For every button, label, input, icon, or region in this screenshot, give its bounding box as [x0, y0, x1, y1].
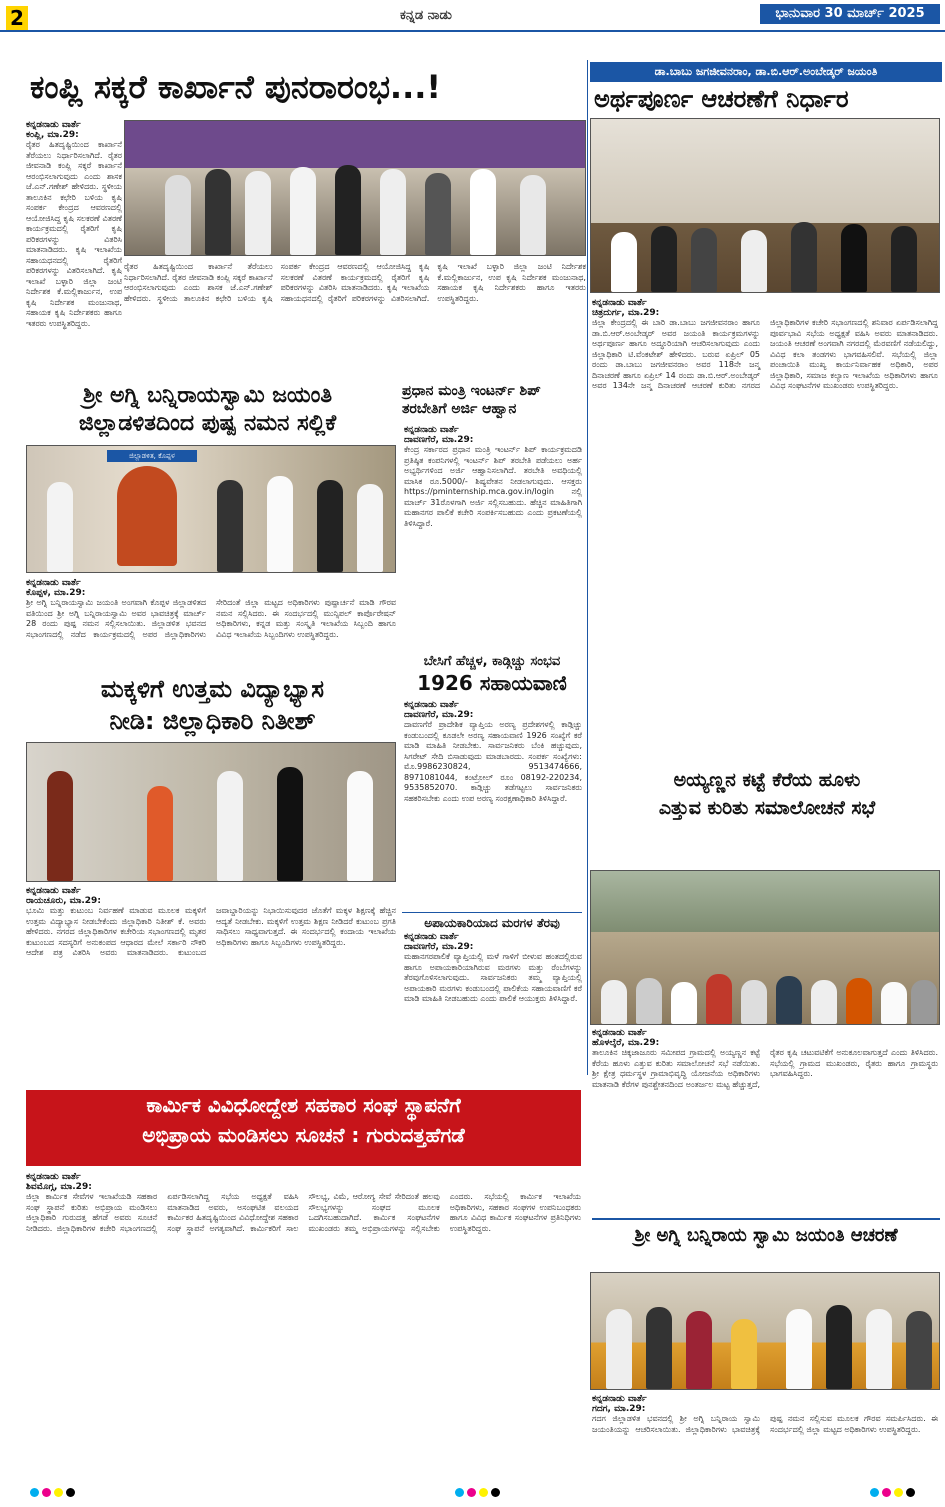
story4-headline-2: 1926 ಸಹಾಯವಾಣಿ [417, 671, 567, 695]
story-right2-dateline: ಹೊಳಲ್ಕೆರೆ, ಮಾ.29: [592, 1038, 660, 1048]
story4-text [404, 700, 582, 910]
story-right3-text [592, 1394, 938, 1480]
story4-headline-1: ಬೇಸಿಗೆ ಹೆಚ್ಚಳ, ಕಾಡ್ಗಿಚ್ಚು ಸಂಭವ [423, 654, 561, 669]
story1-text-col1 [26, 120, 122, 375]
story-right3-body: ಗದಗ ಜಿಲ್ಲಾಡಳಿತ ಭವನದಲ್ಲಿ ಶ್ರೀ ಅಗ್ನಿ ಬನ್ನಿರಾಯ ಸ್ವಾಮಿ ಜಯಂತಿಯನ್ನು ಆಚರಿಸಲಾಯಿತು. ಜಿಲ್ಲಾಧಿಕಾರಿಗಳು ಭಾವಚಿತ್ರಕ್ಕೆ ಪುಷ್ಪ ನಮನ ಸಲ್ಲಿಸುವ ಮೂಲಕ ಗೌರವ ಸಮರ್ಪಿಸಿದರು. ಈ ಸಂದರ್ಭದಲ್ಲಿ ಜಿಲ್ಲಾ ಮಟ್ಟದ ಅಧಿಕಾರಿಗಳು ಉಪಸ್ಥಿತರಿದ್ದರು. [592, 1414, 938, 1434]
story-right1-text [592, 298, 938, 878]
story1-headline: ಕಂಪ್ಲಿ ಸಕ್ಕರೆ ಕಾರ್ಖಾನೆ ಪುನರಾರಂಭ...! [30, 68, 441, 106]
page-number: 2 [6, 6, 28, 30]
story-right1-byline: ಕನ್ನಡನಾಡು ವಾರ್ತೆ [592, 298, 647, 308]
story2-body: ಶ್ರೀ ಅಗ್ನಿ ಬನ್ನಿರಾಯಸ್ವಾಮಿ ಜಯಂತಿ ಅಂಗವಾಗಿ ಕೊಪ್ಪಳ ಜಿಲ್ಲಾಡಳಿತದ ವತಿಯಿಂದ ಶ್ರೀ ಅಗ್ನಿ ಬನ್ನಿರಾಯಸ್ವಾಮಿ ಅವರ ಭಾವಚಿತ್ರಕ್ಕೆ ಮಾರ್ಚ್ 28 ರಂದು ಪುಷ್ಪ ನಮನ ಸಲ್ಲಿಸಲಾಯಿತು. ಜಿಲ್ಲಾಡಳಿತ ಭವನದ ಸಭಾಂಗಣದಲ್ಲಿ ನಡೆದ ಕಾರ್ಯಕ್ರಮದಲ್ಲಿ ಅಪರ ಜಿಲ್ಲಾಧಿಕಾರಿಗಳು ಸೇರಿದಂತೆ ಜಿಲ್ಲಾ ಮಟ್ಟದ ಅಧಿಕಾರಿಗಳು ಪುಷ್ಪಾರ್ಚನೆ ಮಾಡಿ ಗೌರವ ನಮನ ಸಲ್ಲಿಸಿದರು. ಈ ಸಂದರ್ಭದಲ್ಲಿ ಮುನ್ಸಿಪಲ್ ಕಾರ್ಪೊರೇಷನ್ ಅಧಿಕಾರಿಗಳು, ಕನ್ನಡ ಮತ್ತು ಸಂಸ್ಕೃತಿ ಇಲಾಖೆಯ ಸಿಬ್ಬಂದಿ ಹಾಗೂ ವಿವಿಧ ಇಲಾಖೆಯ ಸಿಬ್ಬಂದಿಗಳು ಉಪಸ್ಥಿತರಿದ್ದರು. [26, 598, 396, 639]
issue-date: ಭಾನುವಾರ 30 ಮಾರ್ಚ್ 2025 [760, 4, 940, 24]
registration-marks-left [30, 1482, 78, 1501]
story1-byline: ಕನ್ನಡನಾಡು ವಾರ್ತೆ [26, 120, 81, 130]
story7-headline-band [26, 1090, 581, 1166]
header-rule [0, 30, 945, 32]
story7-text [26, 1172, 581, 1482]
registration-marks-center [455, 1482, 503, 1501]
story-right2-byline: ಕನ್ನಡನಾಡು ವಾರ್ತೆ [592, 1028, 647, 1038]
story3-headline-2: ತರಬೇತಿಗೆ ಅರ್ಜಿ ಆಹ್ವಾನ [402, 401, 517, 417]
story7-body: ಜಿಲ್ಲಾ ಕಾರ್ಮಿಕ ಸೇವೆಗಳ ಇಲಾಖೆಯಡಿ ಸಹಕಾರ ಸಂಘ ಸ್ಥಾಪನೆ ಕುರಿತು ಅಭಿಪ್ರಾಯ ಮಂಡಿಸಲು ಜಿಲ್ಲಾಧಿಕಾರಿ ಗುರುದತ್ತ ಹೆಗಡೆ ಅವರು ಸೂಚನೆ ನೀಡಿದರು. ಜಿಲ್ಲಾಧಿಕಾರಿಗಳ ಕಚೇರಿ ಸಭಾಂಗಣದಲ್ಲಿ ಏರ್ಪಡಿಸಲಾಗಿದ್ದ ಸಭೆಯ ಅಧ್ಯಕ್ಷತೆ ವಹಿಸಿ ಮಾತನಾಡಿದ ಅವರು, ಅಸಂಘಟಿತ ವಲಯದ ಕಾರ್ಮಿಕರ ಹಿತದೃಷ್ಟಿಯಿಂದ ವಿವಿಧೋದ್ದೇಶ ಸಹಕಾರ ಸಂಘ ಸ್ಥಾಪನೆ ಅಗತ್ಯವಾಗಿದೆ. ಕಾರ್ಮಿಕರಿಗೆ ಸಾಲ ಸೌಲಭ್ಯ, ವಿಮೆ, ಆರೋಗ್ಯ ಸೇವೆ ಸೇರಿದಂತೆ ಹಲವು ಸೌಲಭ್ಯಗಳನ್ನು ಸಂಘದ ಮೂಲಕ ಒದಗಿಸಬಹುದಾಗಿದೆ. ಕಾರ್ಮಿಕ ಸಂಘಟನೆಗಳ ಮುಖಂಡರು ತಮ್ಮ ಅಭಿಪ್ರಾಯಗಳನ್ನು ಸಲ್ಲಿಸಬೇಕು ಎಂದರು. ಸಭೆಯಲ್ಲಿ ಕಾರ್ಮಿಕ ಇಲಾಖೆಯ ಅಧಿಕಾರಿಗಳು, ಸಹಕಾರ ಸಂಘಗಳ ಉಪನಿಬಂಧಕರು ಹಾಗೂ ವಿವಿಧ ಕಾರ್ಮಿಕ ಸಂಘಟನೆಗಳ ಪ್ರತಿನಿಧಿಗಳು ಉಪಸ್ಥಿತರಿದ್ದರು. [26, 1192, 581, 1233]
story-right3-photo [590, 1272, 940, 1390]
story-right3-headline: ಶ್ರೀ ಅಗ್ನಿ ಬನ್ನಿರಾಯ ಸ್ವಾಮಿ ಜಯಂತಿ ಆಚರಣೆ [592, 1218, 940, 1246]
story1-body-continued: ರೈತರ ಹಿತದೃಷ್ಟಿಯಿಂದ ಕಾರ್ಖಾನೆ ತೆರೆಯಲು ನಿರ್ಧಾರಿಸಲಾಗಿದೆ. ರೈತರ ಜೀವನಾಡಿ ಕಂಪ್ಲಿ ಸಕ್ಕರೆ ಕಾರ್ಖಾನೆ ಆರಂಭಿಸಲಾಗುವುದು ಎಂದು ಶಾಸಕ ಜೆ.ಎನ್.ಗಣೇಶ್ ಹೇಳಿದರು. ಸ್ಥಳೀಯ ತಾಲೂಕಿನ ಕಛೇರಿ ಬಳಿಯ ಕೃಷಿ ಸಂಪರ್ಕ ಕೇಂದ್ರದ ಆವರಣದಲ್ಲಿ ಆಯೋಜಿಸಿದ್ದ ಕೃಷಿ ಸಲಕರಣೆ ವಿತರಣೆ ಕಾರ್ಯಕ್ರಮದಲ್ಲಿ ರೈತರಿಗೆ ಕೃಷಿ ಪರಿಕರಗಳನ್ನು ವಿತರಿಸಿ ಮಾತನಾಡಿದರು. ಕೃಷಿ ಇಲಾಖೆಯ ಸಹಾಯಧನದಲ್ಲಿ ರೈತರಿಗೆ ಪರಿಕರಗಳನ್ನು ವಿತರಿಸಲಾಗಿದೆ. ಕೃಷಿ ಇಲಾಖೆ ಬಳ್ಳಾರಿ ಜಿಲ್ಲಾ ಜಂಟಿ ನಿರ್ದೇಶಕ ಕೆ.ಮಲ್ಲಿಕಾರ್ಜುನ, ಉಪ ಕೃಷಿ ನಿರ್ದೇಶಕ ಮಂಜುನಾಥ, ಸಹಾಯಕ ಕೃಷಿ ನಿರ್ದೇಶಕರು ಹಾಗೂ ಇತರರು ಉಪಸ್ಥಿತರಿದ್ದರು. [124, 262, 586, 303]
story5-body: ಮಹಾನಗರಪಾಲಿಕೆ ವ್ಯಾಪ್ತಿಯಲ್ಲಿ ಮಳೆ ಗಾಳಿಗೆ ಬೀಳುವ ಹಂತದಲ್ಲಿರುವ ಹಾಗೂ ಅಪಾಯಕಾರಿಯಾಗಿರುವ ಮರಗಳು ಮತ್ತು ರೆಂಬೆಗಳನ್ನು ತೆರವುಗೊಳಿಸಲಾಗುವುದು. ಸಾರ್ವಜನಿಕರು ತಮ್ಮ ವ್ಯಾಪ್ತಿಯಲ್ಲಿ ಅಪಾಯಕಾರಿ ಮರಗಳು ಕಂಡುಬಂದಲ್ಲಿ ಪಾಲಿಕೆಯ ಸಹಾಯವಾಣಿಗೆ ಕರೆ ಮಾಡಿ ಮಾಹಿತಿ ನೀಡಬಹುದು ಎಂದು ಪಾಲಿಕೆ ಆಯುಕ್ತರು ತಿಳಿಸಿದ್ದಾರೆ. [404, 952, 582, 1003]
story-right2-text [592, 1028, 938, 1198]
story2-headline-2: ಜಿಲ್ಲಾಡಳಿತದಿಂದ ಪುಷ್ಪ ನಮನ ಸಲ್ಲಿಕೆ [78, 411, 337, 436]
story-right1-dateline: ಚಿತ್ರದುರ್ಗ, ಮಾ.29: [592, 308, 660, 318]
story6-photo [26, 742, 396, 882]
story2-photo-banner: ಜಿಲ್ಲಾಡಳಿತ, ಕೊಪ್ಪಳ [107, 450, 197, 462]
story-right3-byline: ಕನ್ನಡನಾಡು ವಾರ್ತೆ [592, 1394, 647, 1404]
story-right3-dateline: ಗದಗ, ಮಾ.29: [592, 1404, 646, 1414]
story2-photo [26, 445, 396, 573]
story4-dateline: ದಾವಣಗೆರೆ, ಮಾ.29: [404, 710, 474, 720]
story6-body: ಭೂಮಿ ಮತ್ತು ಕುಟುಂಬ ನಿರ್ವಹಣೆ ಮಾಡುವ ಮೂಲಕ ಮಕ್ಕಳಿಗೆ ಉತ್ತಮ ವಿದ್ಯಾಭ್ಯಾಸ ನೀಡಬೇಕೆಂದು ಜಿಲ್ಲಾಧಿಕಾರಿ ನಿತೀಶ್ ಕೆ. ಅವರು ಹೇಳಿದರು. ನಗರದ ಜಿಲ್ಲಾಧಿಕಾರಿಗಳ ಕಚೇರಿಯ ಸಭಾಂಗಣದಲ್ಲಿ ಮೃತರ ಕುಟುಂಬದ ಸದಸ್ಯರಿಗೆ ಅನುಕಂಪದ ಆಧಾರದ ಮೇಲೆ ಸರ್ಕಾರಿ ನೌಕರಿ ಆದೇಶ ಪತ್ರ ವಿತರಿಸಿ ಅವರು ಮಾತನಾಡಿದರು. ಕುಟುಂಬದ ಜವಾಬ್ದಾರಿಯನ್ನು ನಿಭಾಯಿಸುವುದರ ಜೊತೆಗೆ ಮಕ್ಕಳ ಶಿಕ್ಷಣಕ್ಕೆ ಹೆಚ್ಚಿನ ಆದ್ಯತೆ ನೀಡಬೇಕು. ಮಕ್ಕಳಿಗೆ ಉತ್ತಮ ಶಿಕ್ಷಣ ನೀಡಿದರೆ ಕುಟುಂಬ ಪ್ರಗತಿ ಸಾಧಿಸಲು ಸಾಧ್ಯವಾಗುತ್ತದೆ. ಈ ಸಂದರ್ಭದಲ್ಲಿ ಕಂದಾಯ ಇಲಾಖೆಯ ಅಧಿಕಾರಿಗಳು ಹಾಗೂ ಸಿಬ್ಬಂದಿಗಳು ಉಪಸ್ಥಿತರಿದ್ದರು. [26, 906, 396, 957]
story4-body: ದಾವಣಗೆರೆ ಪ್ರಾದೇಶಿಕ ವ್ಯಾಪ್ತಿಯ ಅರಣ್ಯ ಪ್ರದೇಶಗಳಲ್ಲಿ ಕಾಡ್ಗಿಚ್ಚು ಕಂಡುಬಂದಲ್ಲಿ ಕೂಡಲೇ ಅರಣ್ಯ ಸಹಾಯವಾಣಿ 1926 ಸಂಖ್ಯೆಗೆ ಕರೆ ಮಾಡಿ ಮಾಹಿತಿ ನೀಡಬೇಕು. ಸಾರ್ವಜನಿಕರು ಬೆಂಕಿ ಹಚ್ಚುವುದು, ಸಿಗರೇಟ್ ಸೇದಿ ಬಿಸಾಡುವುದು ಮಾಡಬಾರದು. ಸಂಪರ್ಕ ಸಂಖ್ಯೆಗಳು: ಮೊ.9986230824, 9513474666, 8971081044, ಕಂಟ್ರೋಲ್ ರೂಂ 08192-220234, 9535852070. ಕಾಡ್ಗಿಚ್ಚು ತಡೆಗಟ್ಟಲು ಸಾರ್ವಜನಿಕರು ಸಹಕರಿಸಬೇಕು ಎಂದು ಉಪ ಅರಣ್ಯ ಸಂರಕ್ಷಣಾಧಿಕಾರಿ ತಿಳಿಸಿದ್ದಾರೆ. [404, 720, 582, 803]
story6-headline-2: ನೀಡಿ: ಜಿಲ್ಲಾಧಿಕಾರಿ ನಿತೀಶ್ [109, 707, 316, 735]
masthead: ಕನ್ನಡ ನಾಡು [400, 8, 452, 23]
story7-byline: ಕನ್ನಡನಾಡು ವಾರ್ತೆ [26, 1172, 81, 1182]
story2-headline-1: ಶ್ರೀ ಅಗ್ನಿ ಬನ್ನಿರಾಯಸ್ವಾಮಿ ಜಯಂತಿ [82, 383, 333, 408]
story5-byline: ಕನ್ನಡನಾಡು ವಾರ್ತೆ [404, 932, 459, 942]
story1-body: ರೈತರ ಹಿತದೃಷ್ಟಿಯಿಂದ ಕಾರ್ಖಾನೆ ತೆರೆಯಲು ನಿರ್ಧಾರಿಸಲಾಗಿದೆ. ರೈತರ ಜೀವನಾಡಿ ಕಂಪ್ಲಿ ಸಕ್ಕರೆ ಕಾರ್ಖಾನೆ ಆರಂಭಿಸಲಾಗುವುದು ಎಂದು ಶಾಸಕ ಜೆ.ಎನ್.ಗಣೇಶ್ ಹೇಳಿದರು. ಸ್ಥಳೀಯ ತಾಲೂಕಿನ ಕಛೇರಿ ಬಳಿಯ ಕೃಷಿ ಸಂಪರ್ಕ ಕೇಂದ್ರದ ಆವರಣದಲ್ಲಿ ಆಯೋಜಿಸಿದ್ದ ಕೃಷಿ ಸಲಕರಣೆ ವಿತರಣೆ ಕಾರ್ಯಕ್ರಮದಲ್ಲಿ ರೈತರಿಗೆ ಕೃಷಿ ಪರಿಕರಗಳನ್ನು ವಿತರಿಸಿ ಮಾತನಾಡಿದರು. ಕೃಷಿ ಇಲಾಖೆಯ ಸಹಾಯಧನದಲ್ಲಿ ರೈತರಿಗೆ ಪರಿಕರಗಳನ್ನು ವಿತರಿಸಲಾಗಿದೆ. ಕೃಷಿ ಇಲಾಖೆ ಬಳ್ಳಾರಿ ಜಿಲ್ಲಾ ಜಂಟಿ ನಿರ್ದೇಶಕ ಕೆ.ಮಲ್ಲಿಕಾರ್ಜುನ, ಉಪ ಕೃಷಿ ನಿರ್ದೇಶಕ ಮಂಜುನಾಥ, ಸಹಾಯಕ ಕೃಷಿ ನಿರ್ದೇಶಕರು ಹಾಗೂ ಇತರರು ಉಪಸ್ಥಿತರಿದ್ದರು. [26, 140, 122, 328]
story4-byline: ಕನ್ನಡನಾಡು ವಾರ್ತೆ [404, 700, 459, 710]
story6-byline: ಕನ್ನಡನಾಡು ವಾರ್ತೆ [26, 886, 81, 896]
column-rule [587, 60, 588, 1075]
story3-headline-1: ಪ್ರಧಾನ ಮಂತ್ರಿ ಇಂಟರ್ನ್ ಶಿಪ್ [402, 383, 541, 399]
story-right1-body: ಜಿಲ್ಲಾ ಕೇಂದ್ರದಲ್ಲಿ ಈ ಬಾರಿ ಡಾ.ಬಾಬು ಜಗಜೀವನರಾಂ ಹಾಗೂ ಡಾ.ಬಿ.ಆರ್.ಅಂಬೇಡ್ಕರ್ ಅವರ ಜಯಂತಿ ಕಾರ್ಯಕ್ರಮಗಳನ್ನು ಅರ್ಥಪೂರ್ಣ ಹಾಗೂ ಅದ್ಧೂರಿಯಾಗಿ ಆಚರಿಸಲಾಗುವುದು ಎಂದು ಜಿಲ್ಲಾಧಿಕಾರಿ ಟಿ.ವೆಂಕಟೇಶ್ ಹೇಳಿದರು. ಬರುವ ಏಪ್ರಿಲ್ 05 ರಂದು ಡಾ.ಬಾಬು ಜಗಜೀವನರಾಂ ಅವರ 118ನೇ ಜನ್ಮ ದಿನಾಚರಣೆ ಹಾಗೂ ಏಪ್ರಿಲ್ 14 ರಂದು ಡಾ.ಬಿ.ಆರ್.ಅಂಬೇಡ್ಕರ್ ಅವರ 134ನೇ ಜನ್ಮ ದಿನಾಚರಣೆ ಆಚರಣೆ ಕುರಿತು ನಗರದ ಜಿಲ್ಲಾಧಿಕಾರಿಗಳ ಕಚೇರಿ ಸಭಾಂಗಣದಲ್ಲಿ ಶನಿವಾರ ಏರ್ಪಡಿಸಲಾಗಿದ್ದ ಪೂರ್ವಭಾವಿ ಸಭೆಯ ಅಧ್ಯಕ್ಷತೆ ವಹಿಸಿ ಅವರು ಮಾತನಾಡಿದರು. ಜಯಂತಿ ಆಚರಣೆ ಅಂಗವಾಗಿ ನಗರದಲ್ಲಿ ಮೆರವಣಿಗೆ ನಡೆಯಲಿದ್ದು, ವಿವಿಧ ಕಲಾ ತಂಡಗಳು ಭಾಗವಹಿಸಲಿವೆ. ಸಭೆಯಲ್ಲಿ ಜಿಲ್ಲಾ ಪಂಚಾಯಿತಿ ಮುಖ್ಯ ಕಾರ್ಯನಿರ್ವಾಹಕ ಅಧಿಕಾರಿ, ಅಪರ ಜಿಲ್ಲಾಧಿಕಾರಿ, ಸಮಾಜ ಕಲ್ಯಾಣ ಇಲಾಖೆಯ ಅಧಿಕಾರಿಗಳು ಹಾಗೂ ವಿವಿಧ ಸಂಘಟನೆಗಳ ಮುಖಂಡರು ಉಪಸ್ಥಿತರಿದ್ದರು. [592, 318, 938, 390]
registration-marks-right [870, 1482, 918, 1501]
story-right2-headline-1: ಅಯ್ಯಣ್ಣನ ಕಟ್ಟೆ ಕೆರೆಯ ಹೂಳು [673, 769, 861, 791]
story6-headline-1: ಮಕ್ಕಳಿಗೆ ಉತ್ತಮ ವಿದ್ಯಾಭ್ಯಾಸ [100, 675, 325, 703]
story6-text [26, 886, 396, 1081]
story-right1-photo [590, 118, 940, 293]
story-right2-photo [590, 870, 940, 1025]
story3-text [404, 425, 582, 655]
story2-text [26, 578, 396, 666]
story3-body: ಕೇಂದ್ರ ಸರ್ಕಾರದ ಪ್ರಧಾನ ಮಂತ್ರಿ ಇಂಟರ್ನ್ ಶಿಪ್ ಕಾರ್ಯಕ್ರಮದಡಿ ಪ್ರತಿಷ್ಠಿತ ಕಂಪನಿಗಳಲ್ಲಿ ಇಂಟರ್ನ್ ಶಿಪ್ ತರಬೇತಿ ಪಡೆಯಲು ಅರ್ಹ ಅಭ್ಯರ್ಥಿಗಳಿಂದ ಅರ್ಜಿ ಆಹ್ವಾನಿಸಲಾಗಿದೆ. ತರಬೇತಿ ಅವಧಿಯಲ್ಲಿ ಮಾಸಿಕ ರೂ.5000/- ಶಿಷ್ಯವೇತನ ನೀಡಲಾಗುವುದು. ಆಸಕ್ತರು https://pminternship.mca.gov.in/login ನಲ್ಲಿ ಮಾರ್ಚ್ 31ರೊಳಗಾಗಿ ಅರ್ಜಿ ಸಲ್ಲಿಸಬಹುದು. ಹೆಚ್ಚಿನ ಮಾಹಿತಿಗಾಗಿ ಮಹಾನಗರ ಪಾಲಿಕೆ ಕಚೇರಿ ಸಂಪರ್ಕಿಸಬಹುದು ಎಂದು ಪ್ರಕಟಣೆಯಲ್ಲಿ ತಿಳಿಸಿದ್ದಾರೆ. [404, 445, 582, 528]
story3-byline: ಕನ್ನಡನಾಡು ವಾರ್ತೆ [404, 425, 459, 435]
story7-headline-2: ಅಭಿಪ್ರಾಯ ಮಂಡಿಸಲು ಸೂಚನೆ : ಗುರುದತ್ತಹೆಗಡೆ [142, 1123, 465, 1147]
story5-headline: ಅಪಾಯಕಾರಿಯಾದ ಮರಗಳ ತೆರವು [402, 912, 582, 930]
story-right1-kicker: ಡಾ.ಬಾಬು ಜಗಜೀವನರಾಂ, ಡಾ.ಬಿ.ಆರ್.ಅಂಬೇಡ್ಕರ್ ಜಯಂತಿ [590, 62, 942, 82]
story6-dateline: ರಾಯಚೂರು, ಮಾ.29: [26, 896, 101, 906]
story5-dateline: ದಾವಣಗೆರೆ, ಮಾ.29: [404, 942, 474, 952]
story1-dateline: ಕಂಪ್ಲಿ, ಮಾ.29: [26, 130, 79, 140]
story7-dateline: ಶಿವಮೊಗ್ಗ, ಮಾ.29: [26, 1182, 92, 1192]
story2-dateline: ಕೊಪ್ಪಳ, ಮಾ.29: [26, 588, 86, 598]
story-right2-headline-2: ಎತ್ತುವ ಕುರಿತು ಸಮಾಲೋಚನೆ ಸಭೆ [658, 797, 876, 819]
story-right2-body: ತಾಲೂಕಿನ ಚಿಕ್ಕಜಾಜೂರು ಸಮೀಪದ ಗ್ರಾಮದಲ್ಲಿ ಅಯ್ಯಣ್ಣನ ಕಟ್ಟೆ ಕೆರೆಯ ಹೂಳು ಎತ್ತುವ ಕುರಿತು ಸಮಾಲೋಚನೆ ಸಭೆ ನಡೆಯಿತು. ಶ್ರೀ ಕ್ಷೇತ್ರ ಧರ್ಮಸ್ಥಳ ಗ್ರಾಮಾಭಿವೃದ್ಧಿ ಯೋಜನೆಯ ಅಧಿಕಾರಿಗಳು ಮಾತನಾಡಿ ಕೆರೆಗಳ ಪುನಶ್ಚೇತನದಿಂದ ಅಂತರ್ಜಲ ಮಟ್ಟ ಹೆಚ್ಚುತ್ತದೆ, ರೈತರ ಕೃಷಿ ಚಟುವಟಿಕೆಗೆ ಅನುಕೂಲವಾಗುತ್ತದೆ ಎಂದು ತಿಳಿಸಿದರು. ಸಭೆಯಲ್ಲಿ ಗ್ರಾಮದ ಮುಖಂಡರು, ರೈತರು ಹಾಗೂ ಗ್ರಾಮಸ್ಥರು ಭಾಗವಹಿಸಿದ್ದರು. [592, 1048, 938, 1089]
story5-text [404, 932, 582, 1087]
story2-byline: ಕನ್ನಡನಾಡು ವಾರ್ತೆ [26, 578, 81, 588]
story3-dateline: ದಾವಣಗೆರೆ, ಮಾ.29: [404, 435, 474, 445]
story7-headline-1: ಕಾರ್ಮಿಕ ವಿವಿಧೋದ್ದೇಶ ಸಹಕಾರ ಸಂಘ ಸ್ಥಾಪನೆಗೆ [146, 1093, 461, 1117]
story-right1-headline: ಅರ್ಥಪೂರ್ಣ ಆಚರಣೆಗೆ ನಿರ್ಧಾರ [594, 85, 849, 113]
story1-photo [124, 120, 586, 256]
